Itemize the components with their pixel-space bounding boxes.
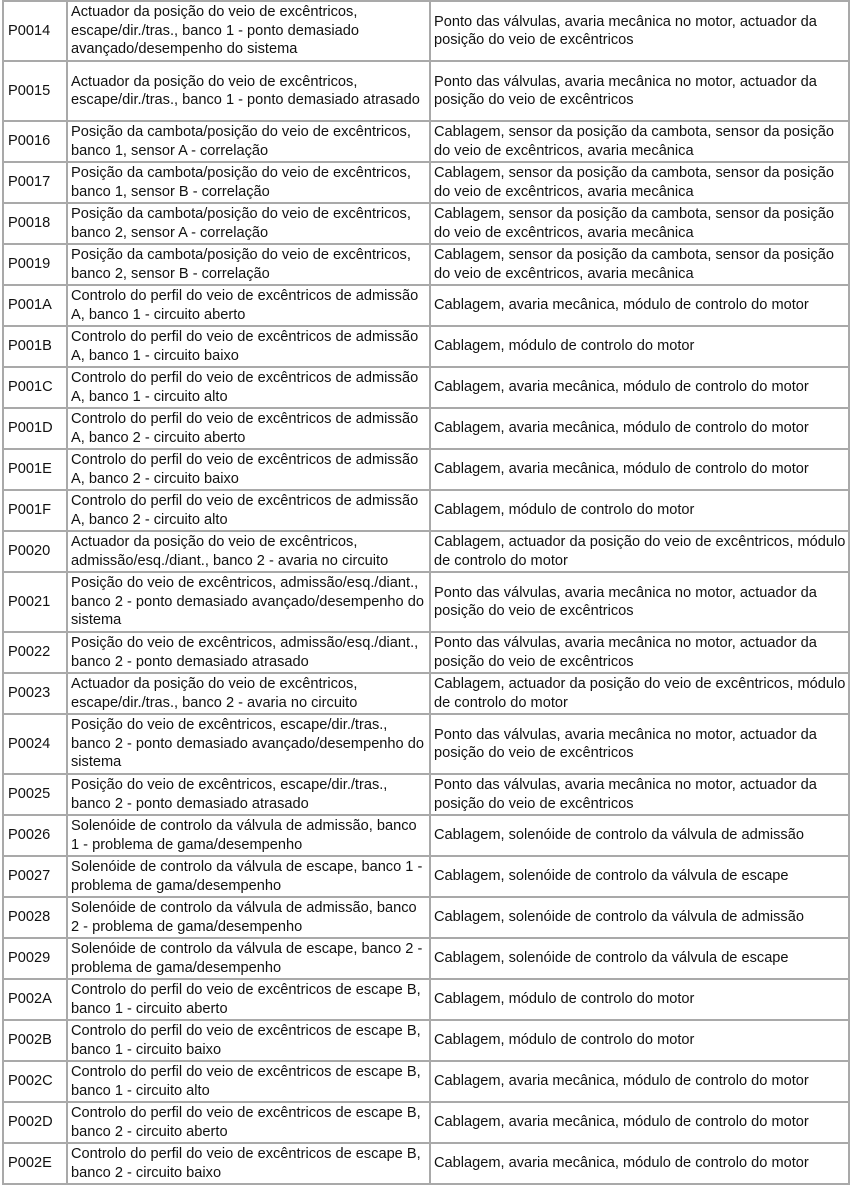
dtc-possible-causes-cell: Ponto das válvulas, avaria mecânica no motor, actuador da posição do veio de excêntricos [431,715,850,775]
table-row [4,775,850,816]
dtc-description-cell: Solenóide de controlo da válvula de admissão, banco 1 - problema de gama/desempenho [68,816,431,857]
dtc-code-cell: P0025 [4,775,68,816]
dtc-description-cell: Solenóide de controlo da válvula de escape, banco 2 - problema de gama/desempenho [68,939,431,980]
dtc-possible-causes-cell: Cablagem, actuador da posição do veio de excêntricos, módulo de controlo do motor [431,674,850,715]
table-row [4,633,850,674]
dtc-possible-causes-cell: Cablagem, sensor da posição da cambota, sensor da posição do veio de excêntricos, avaria mecânica [431,163,850,204]
dtc-possible-causes-cell: Cablagem, avaria mecânica, módulo de controlo do motor [431,368,850,409]
dtc-code-cell: P0022 [4,633,68,674]
dtc-code-cell: P001C [4,368,68,409]
dtc-code-cell: P001E [4,450,68,491]
dtc-description-cell: Controlo do perfil do veio de excêntricos de escape B, banco 1 - circuito baixo [68,1021,431,1062]
dtc-code-cell: P002D [4,1103,68,1144]
dtc-code-cell: P001F [4,491,68,532]
table-row [4,122,850,163]
dtc-possible-causes-cell: Cablagem, módulo de controlo do motor [431,980,850,1021]
dtc-possible-causes-cell: Cablagem, avaria mecânica, módulo de controlo do motor [431,286,850,327]
table-row [4,368,850,409]
dtc-code-cell: P001B [4,327,68,368]
table-row [4,245,850,286]
dtc-description-cell: Controlo do perfil do veio de excêntricos de admissão A, banco 1 - circuito alto [68,368,431,409]
table-row [4,2,850,62]
dtc-possible-causes-cell: Cablagem, módulo de controlo do motor [431,1021,850,1062]
dtc-description-cell: Controlo do perfil do veio de excêntricos de admissão A, banco 2 - circuito alto [68,491,431,532]
dtc-description-cell: Posição do veio de excêntricos, escape/dir./tras., banco 2 - ponto demasiado atrasado [68,775,431,816]
dtc-description-cell: Controlo do perfil do veio de excêntricos de escape B, banco 2 - circuito aberto [68,1103,431,1144]
dtc-possible-causes-cell: Cablagem, módulo de controlo do motor [431,491,850,532]
dtc-possible-causes-cell: Ponto das válvulas, avaria mecânica no motor, actuador da posição do veio de excêntricos [431,62,850,122]
dtc-code-cell: P002C [4,1062,68,1103]
dtc-code-cell: P001A [4,286,68,327]
table-row [4,491,850,532]
table-row [4,1103,850,1144]
dtc-code-cell: P002B [4,1021,68,1062]
dtc-code-cell: P0020 [4,532,68,573]
dtc-description-cell: Controlo do perfil do veio de excêntricos de admissão A, banco 1 - circuito aberto [68,286,431,327]
dtc-code-cell: P001D [4,409,68,450]
dtc-possible-causes-cell: Cablagem, solenóide de controlo da válvula de escape [431,939,850,980]
dtc-description-cell: Actuador da posição do veio de excêntricos, admissão/esq./diant., banco 2 - avaria no circuito [68,532,431,573]
dtc-description-cell: Solenóide de controlo da válvula de escape, banco 1 - problema de gama/desempenho [68,857,431,898]
table-row [4,939,850,980]
dtc-description-cell: Controlo do perfil do veio de excêntricos de admissão A, banco 2 - circuito aberto [68,409,431,450]
table-row [4,450,850,491]
table-row [4,204,850,245]
table-row [4,163,850,204]
dtc-description-cell: Controlo do perfil do veio de excêntricos de escape B, banco 1 - circuito aberto [68,980,431,1021]
table-row [4,573,850,633]
dtc-description-cell: Controlo do perfil do veio de excêntricos de escape B, banco 1 - circuito alto [68,1062,431,1103]
dtc-possible-causes-cell: Ponto das válvulas, avaria mecânica no motor, actuador da posição do veio de excêntricos [431,573,850,633]
dtc-possible-causes-cell: Cablagem, sensor da posição da cambota, sensor da posição do veio de excêntricos, avaria mecânica [431,122,850,163]
dtc-description-cell: Posição da cambota/posição do veio de excêntricos, banco 1, sensor A - correlação [68,122,431,163]
dtc-code-cell: P0016 [4,122,68,163]
dtc-description-cell: Posição da cambota/posição do veio de excêntricos, banco 2, sensor A - correlação [68,204,431,245]
dtc-possible-causes-cell: Cablagem, actuador da posição do veio de excêntricos, módulo de controlo do motor [431,532,850,573]
dtc-description-cell: Posição da cambota/posição do veio de excêntricos, banco 1, sensor B - correlação [68,163,431,204]
table-row [4,1062,850,1103]
dtc-possible-causes-cell: Cablagem, sensor da posição da cambota, sensor da posição do veio de excêntricos, avaria mecânica [431,245,850,286]
dtc-possible-causes-cell: Ponto das válvulas, avaria mecânica no motor, actuador da posição do veio de excêntricos [431,633,850,674]
table-row [4,980,850,1021]
dtc-possible-causes-cell: Ponto das válvulas, avaria mecânica no motor, actuador da posição do veio de excêntricos [431,775,850,816]
dtc-possible-causes-cell: Cablagem, solenóide de controlo da válvula de admissão [431,898,850,939]
dtc-description-cell: Posição do veio de excêntricos, escape/dir./tras., banco 2 - ponto demasiado avançado/desempenho do sistema [68,715,431,775]
table-row [4,715,850,775]
dtc-description-cell: Actuador da posição do veio de excêntricos, escape/dir./tras., banco 1 - ponto demasiado atrasado [68,62,431,122]
dtc-code-cell: P0029 [4,939,68,980]
dtc-possible-causes-cell: Cablagem, avaria mecânica, módulo de controlo do motor [431,409,850,450]
dtc-code-cell: P0027 [4,857,68,898]
dtc-code-cell: P0018 [4,204,68,245]
dtc-description-cell: Actuador da posição do veio de excêntricos, escape/dir./tras., banco 2 - avaria no circuito [68,674,431,715]
table-row [4,409,850,450]
dtc-description-cell: Posição da cambota/posição do veio de excêntricos, banco 2, sensor B - correlação [68,245,431,286]
dtc-code-table [2,0,850,1185]
dtc-code-cell: P0024 [4,715,68,775]
dtc-possible-causes-cell: Cablagem, avaria mecânica, módulo de controlo do motor [431,1062,850,1103]
dtc-description-cell: Posição do veio de excêntricos, admissão/esq./diant., banco 2 - ponto demasiado avançado/desempenho do sistema [68,573,431,633]
dtc-description-cell: Controlo do perfil do veio de excêntricos de admissão A, banco 2 - circuito baixo [68,450,431,491]
table-row [4,816,850,857]
dtc-code-cell: P002A [4,980,68,1021]
dtc-possible-causes-cell: Cablagem, módulo de controlo do motor [431,327,850,368]
table-row [4,1144,850,1185]
dtc-code-cell: P002E [4,1144,68,1185]
dtc-code-cell: P0021 [4,573,68,633]
dtc-table-body [4,2,850,1185]
dtc-code-cell: P0014 [4,2,68,62]
dtc-code-cell: P0017 [4,163,68,204]
dtc-possible-causes-cell: Cablagem, solenóide de controlo da válvula de admissão [431,816,850,857]
dtc-code-cell: P0023 [4,674,68,715]
dtc-possible-causes-cell: Cablagem, solenóide de controlo da válvula de escape [431,857,850,898]
table-row [4,1021,850,1062]
dtc-code-cell: P0015 [4,62,68,122]
dtc-possible-causes-cell: Cablagem, avaria mecânica, módulo de controlo do motor [431,1103,850,1144]
dtc-possible-causes-cell: Cablagem, avaria mecânica, módulo de controlo do motor [431,1144,850,1185]
table-row [4,62,850,122]
dtc-code-cell: P0019 [4,245,68,286]
dtc-possible-causes-cell: Ponto das válvulas, avaria mecânica no motor, actuador da posição do veio de excêntricos [431,2,850,62]
dtc-description-cell: Actuador da posição do veio de excêntricos, escape/dir./tras., banco 1 - ponto demasiado avançado/desempenho do sistema [68,2,431,62]
table-row [4,898,850,939]
table-row [4,857,850,898]
dtc-description-cell: Controlo do perfil do veio de excêntricos de escape B, banco 2 - circuito baixo [68,1144,431,1185]
dtc-code-cell: P0026 [4,816,68,857]
table-row [4,327,850,368]
dtc-description-cell: Posição do veio de excêntricos, admissão/esq./diant., banco 2 - ponto demasiado atrasado [68,633,431,674]
dtc-description-cell: Controlo do perfil do veio de excêntricos de admissão A, banco 1 - circuito baixo [68,327,431,368]
dtc-possible-causes-cell: Cablagem, avaria mecânica, módulo de controlo do motor [431,450,850,491]
dtc-possible-causes-cell: Cablagem, sensor da posição da cambota, sensor da posição do veio de excêntricos, avaria mecânica [431,204,850,245]
dtc-description-cell: Solenóide de controlo da válvula de admissão, banco 2 - problema de gama/desempenho [68,898,431,939]
table-row [4,674,850,715]
table-row [4,286,850,327]
dtc-code-cell: P0028 [4,898,68,939]
table-row [4,532,850,573]
